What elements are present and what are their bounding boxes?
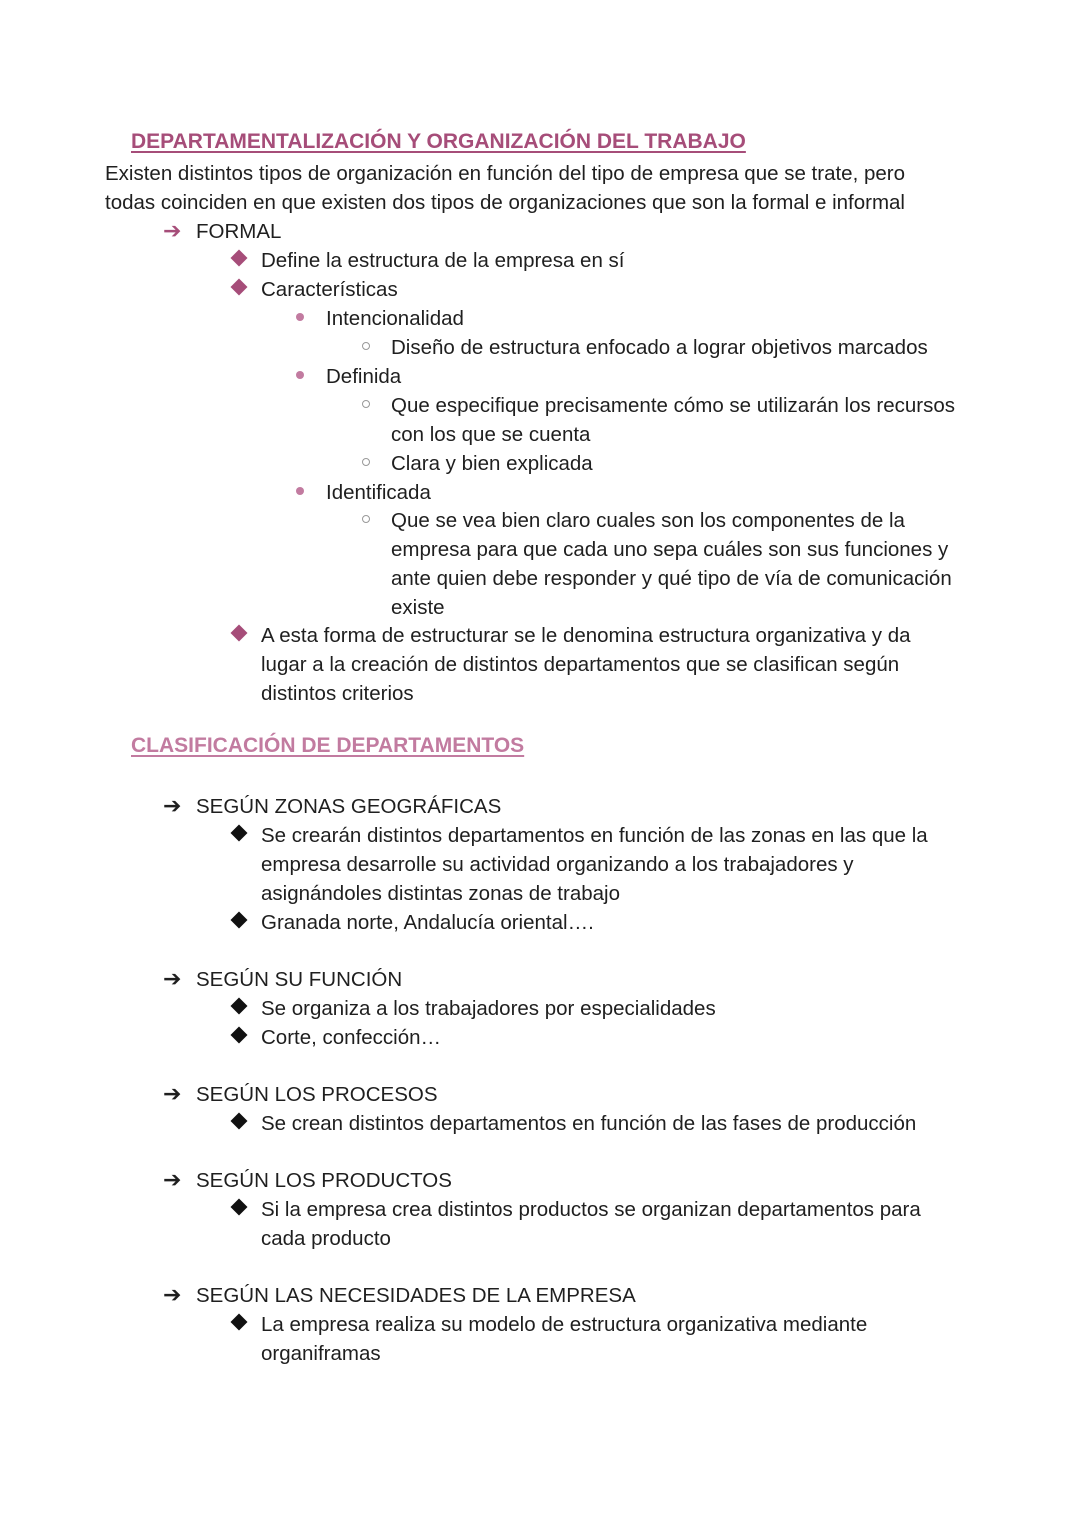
circle-bullet-icon	[362, 458, 370, 466]
arrow-bullet-icon: ➔	[163, 218, 182, 243]
intencionalidad-label: Intencionalidad	[326, 307, 464, 330]
definida-sub1-line2: con los que se cuenta	[391, 423, 591, 446]
necesidades-item1-line1: La empresa realiza su modelo de estructura organizativa mediante	[261, 1313, 868, 1336]
diamond-bullet-icon	[231, 825, 248, 842]
section-heading-clasificacion: CLASIFICACIÓN DE DEPARTAMENTOS	[131, 734, 525, 757]
arrow-bullet-icon: ➔	[163, 793, 182, 818]
formal-item-3-line1: A esta forma de estructurar se le denomina estructura organizativa y da	[261, 624, 911, 647]
formal-item-1: Define la estructura de la empresa en sí	[261, 249, 625, 272]
procesos-label: SEGÚN LOS PROCESOS	[196, 1083, 438, 1106]
arrow-bullet-icon: ➔	[163, 1167, 182, 1192]
definida-label: Definida	[326, 365, 402, 388]
intro-line-1: Existen distintos tipos de organización en función del tipo de empresa que se trate, pero	[105, 162, 905, 185]
diamond-bullet-icon	[231, 998, 248, 1015]
procesos-item1: Se crean distintos departamentos en función de las fases de producción	[261, 1112, 917, 1135]
dot-bullet-icon	[296, 487, 304, 495]
circle-bullet-icon	[362, 342, 370, 350]
zonas-item2: Granada norte, Andalucía oriental….	[261, 911, 594, 934]
necesidades-item1-line2: organiframas	[261, 1342, 381, 1365]
dot-bullet-icon	[296, 371, 304, 379]
diamond-bullet-icon	[231, 250, 248, 267]
diamond-bullet-icon	[231, 1027, 248, 1044]
intro-line-2: todas coinciden en que existen dos tipos de organizaciones que son la formal e informal	[105, 191, 905, 214]
intencionalidad-sub: Diseño de estructura enfocado a lograr objetivos marcados	[391, 336, 928, 359]
productos-label: SEGÚN LOS PRODUCTOS	[196, 1169, 452, 1192]
identificada-label: Identificada	[326, 481, 431, 504]
arrow-bullet-icon: ➔	[163, 1282, 182, 1307]
arrow-bullet-icon: ➔	[163, 966, 182, 991]
zonas-item1-line3: asignándoles distintas zonas de trabajo	[261, 882, 620, 905]
diamond-bullet-icon	[231, 1314, 248, 1331]
identificada-sub-line1: Que se vea bien claro cuales son los componentes de la	[391, 509, 905, 532]
formal-item-3-line3: distintos criterios	[261, 682, 414, 705]
zonas-item1-line2: empresa desarrolle su actividad organizando a los trabajadores y	[261, 853, 854, 876]
identificada-sub-line2: empresa para que cada uno sepa cuáles son sus funciones y	[391, 538, 949, 561]
productos-item1-line1: Si la empresa crea distintos productos se organizan departamentos para	[261, 1198, 921, 1221]
identificada-sub-line3: ante quien debe responder y qué tipo de vía de comunicación	[391, 567, 952, 590]
funcion-item1: Se organiza a los trabajadores por especialidades	[261, 997, 716, 1020]
definida-sub2: Clara y bien explicada	[391, 452, 593, 475]
formal-label: FORMAL	[196, 220, 282, 243]
funcion-label: SEGÚN SU FUNCIÓN	[196, 968, 403, 991]
identificada-sub-line4: existe	[391, 596, 445, 619]
circle-bullet-icon	[362, 400, 370, 408]
zonas-item1-line1: Se crearán distintos departamentos en función de las zonas en las que la	[261, 824, 928, 847]
diamond-bullet-icon	[231, 1113, 248, 1130]
diamond-bullet-icon	[231, 1199, 248, 1216]
zonas-label: SEGÚN ZONAS GEOGRÁFICAS	[196, 795, 502, 818]
necesidades-label: SEGÚN LAS NECESIDADES DE LA EMPRESA	[196, 1284, 636, 1307]
circle-bullet-icon	[362, 515, 370, 523]
productos-item1-line2: cada producto	[261, 1227, 391, 1250]
formal-item-2: Características	[261, 278, 398, 301]
arrow-bullet-icon: ➔	[163, 1081, 182, 1106]
formal-item-3-line2: lugar a la creación de distintos departamentos que se clasifican según	[261, 653, 900, 676]
dot-bullet-icon	[296, 313, 304, 321]
section-heading-departamentalizacion: DEPARTAMENTALIZACIÓN Y ORGANIZACIÓN DEL TRABAJO	[131, 130, 746, 153]
diamond-bullet-icon	[231, 279, 248, 296]
definida-sub1-line1: Que especifique precisamente cómo se utilizarán los recursos	[391, 394, 956, 417]
diamond-bullet-icon	[231, 625, 248, 642]
diamond-bullet-icon	[231, 912, 248, 929]
funcion-item2: Corte, confección…	[261, 1026, 442, 1049]
